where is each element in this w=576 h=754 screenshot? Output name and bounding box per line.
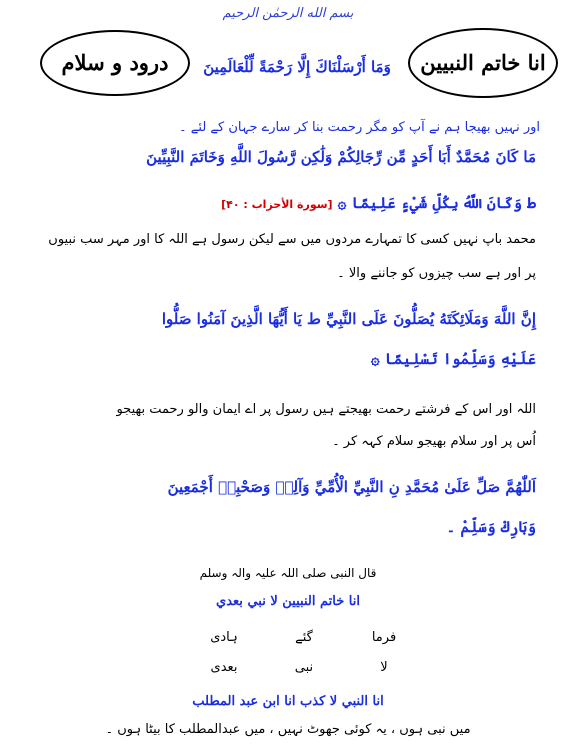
verse-2-arabic-line-1: مَا كَانَ مُحَمَّدٌ أَبَا أَحَدٍ مِّن رِّجَالِكُمْ وَلَٰكِن رَّسُولَ اللَّهِ وَخَاتَمَ النَّبِيِّينَ — [146, 148, 536, 166]
verse-2-arabic-line-2: ط وَكَانَ اللَّهُ بِكُلِّ شَيْءٍ عَلِيمًا ۞ — [337, 194, 536, 212]
verse-3-arabic-line-1: إِنَّ اللَّهَ وَمَلَائِكَتَهُ يُصَلُّونَ عَلَى النَّبِيِّ ط يَا أَيُّهَا الَّذِينَ آمَنُوا صَلُّوا — [161, 310, 536, 328]
hadith-text: انا خاتم النبيين لا نبي بعدي — [216, 594, 360, 609]
verse-1-arabic: وَمَا أَرْسَلْنَاكَ إِلَّا رَحْمَةً لِّلْعَالَمِينَ — [203, 58, 391, 76]
hadith-translation-2: میں نبی ہوں ، یہ کوئی جھوٹ نہیں ، میں عبدالمطلب کا بیٹا ہوں ۔ — [105, 722, 471, 737]
khatam-nabiyeen-oval: انا خاتم النبيين — [408, 28, 558, 98]
grid-r1-c3: ہادی — [210, 630, 238, 645]
verse-2-translation-line-2: پر اور ہے سب چیزوں کو جاننے والا ۔ — [337, 266, 536, 281]
grid-r1-c2: گئے — [295, 630, 313, 645]
verse-3-translation-line-2: اُس پر اور سلام بھیجو سلام کہہ کر ۔ — [332, 434, 536, 449]
basmala-calligraphy: بسم الله الرحمٰن الرحيم — [222, 6, 354, 21]
verse-1-translation: اور نہیں بھیجا ہم نے آپ کو مگر رحمت بنا کر سارے جہان کے لئے ۔ — [179, 120, 540, 135]
verse-2-line-2 — [36, 193, 536, 212]
verse-3-translation-line-1: اللہ اور اس کے فرشتے رحمت بھیجتے ہیں رسول پر اے ایمان والو رحمت بھیجو — [116, 402, 536, 417]
hadith-text-2: انا النبي لا كذب انا ابن عبد المطلب — [192, 694, 384, 709]
verse-2-translation-line-1: محمد باپ نہیں کسی کا تمہارے مردوں میں سے لیکن رسول ہے اللہ کا اور مہر سب نبیوں — [48, 232, 536, 247]
grid-r2-c1: لا — [380, 660, 388, 675]
grid-r1-c1: فرما — [371, 630, 397, 645]
surah-reference: [سورة الأحزاب : ۴۰] — [221, 198, 333, 211]
durood-salam-oval: درود و سلام — [40, 30, 190, 96]
grid-r2-c3: بعدی — [210, 660, 238, 675]
grid-r2-c2: نبی — [294, 660, 314, 675]
hadith-intro: قال النبی صلی اللہ علیہ والہ وسلم — [199, 566, 377, 580]
durood-line-1: اَللّٰهُمَّ صَلِّ عَلَىٰ مُحَمَّدِ نِ النَّبِيِّ الْأُمِّيِّ وَآلِهٖ وَصَحْبِهٖ أَجْمَعِينَ — [167, 478, 536, 496]
verse-3-arabic-line-2: عَلَيْهِ وَسَلِّمُوا تَسْلِيمًا ۞ — [370, 350, 536, 368]
durood-line-2: وَبَارِكْ وَسَلِّمْ ۔ — [446, 518, 536, 536]
